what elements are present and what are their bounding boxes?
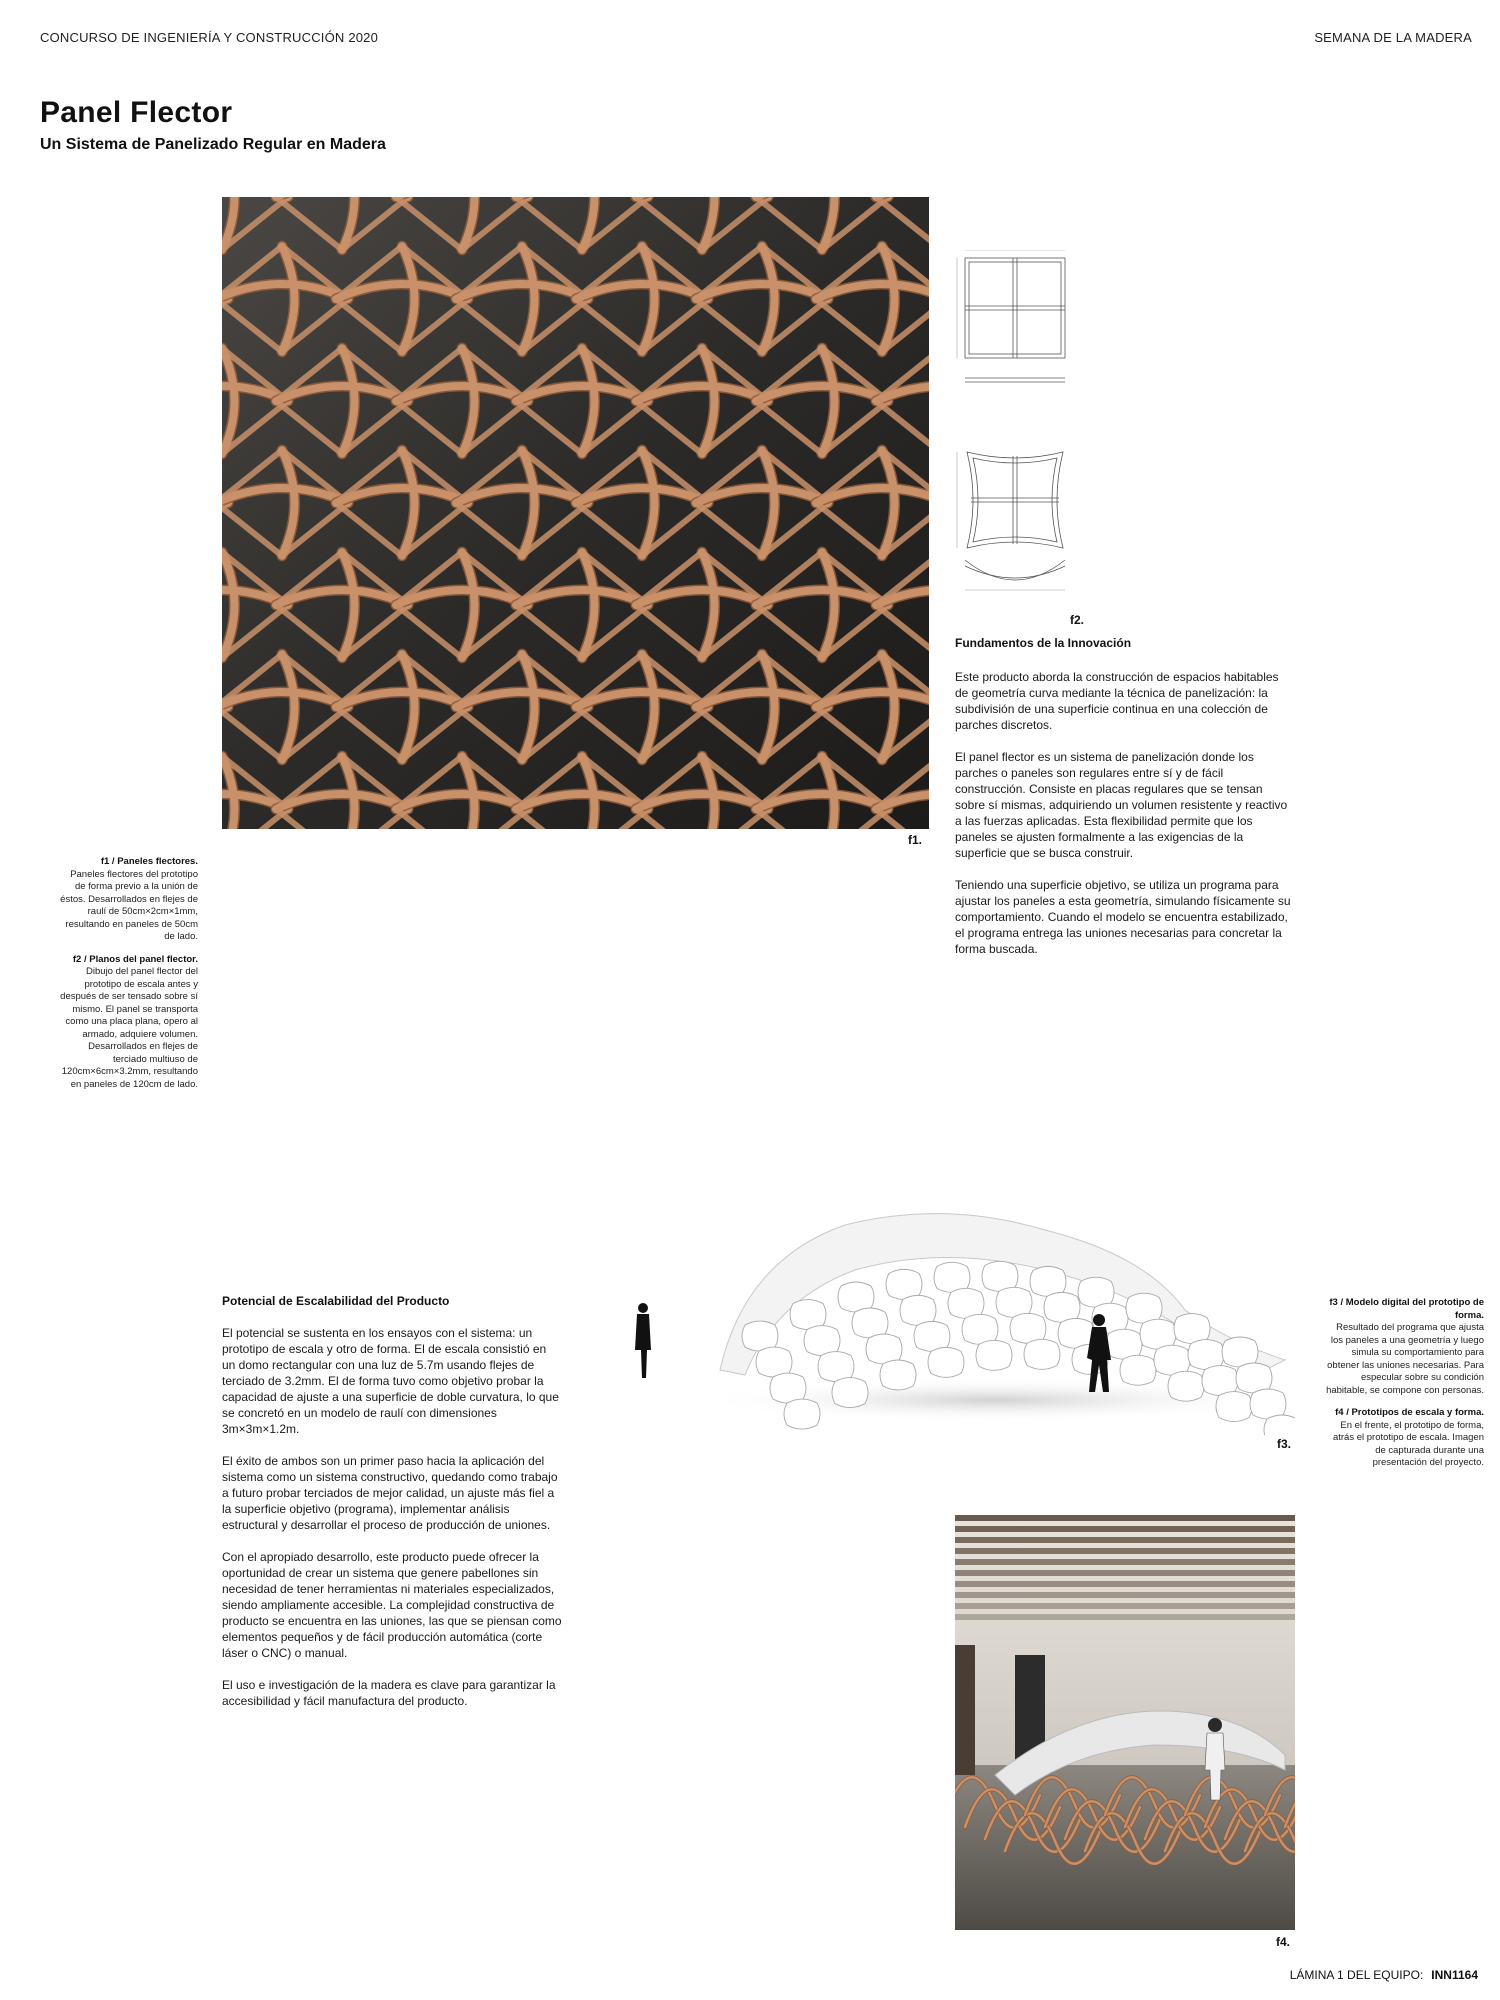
caption-f4-text: En el frente, el prototipo de forma, atrás el prototipo de escala. Imagen de capturada durante una presentación del proyecto. bbox=[1332, 1419, 1484, 1468]
caption-f1-text: Paneles flectores del prototipo de forma previo a la unión de éstos. Desarrollados en flejes de raulí de 50cm×2cm×1mm, resultando en paneles de 50cm de lado. bbox=[60, 868, 198, 942]
innovation-paragraph: Este producto aborda la construcción de espacios habitables de geometría curva mediante la técnica de panelización: la subdivisión de una superficie continua en una colección de parches discretos. bbox=[955, 670, 1279, 732]
drawing-panel-flat bbox=[955, 250, 1075, 395]
figure-label-f1: f1. bbox=[908, 833, 923, 847]
header-right: SEMANA DE LA MADERA bbox=[1314, 30, 1472, 45]
scalability-paragraph: El uso e investigación de la madera es clave para garantizar la accesibilidad y fácil manufactura del producto. bbox=[222, 1678, 556, 1708]
innovation-paragraph: Teniendo una superficie objetivo, se utiliza un programa para ajustar los paneles a esta geometría, simulando físicamente su comportamiento. Cuando el modelo se encuentra estabilizado, el programa entrega las uniones necesarias para concretar la forma buscada. bbox=[955, 878, 1291, 956]
innovation-body bbox=[955, 669, 1295, 973]
caption-f3-title: f3 / Modelo digital del prototipo de forma. bbox=[1329, 1297, 1484, 1321]
captions-right bbox=[1326, 1297, 1484, 1480]
drawing-panel-tensed bbox=[955, 440, 1075, 605]
caption-f2-text: Dibujo del panel flector del prototipo de escala antes y después de ser tensado sobre sí mismo. El panel se transporta como una placa plana, opero al armado, adquiere volumen. Desarrollados en flejes de terciado multiuso de 120cm×6cm×3.2mm, resultando en paneles de 120cm de lado. bbox=[60, 966, 198, 1090]
innovation-paragraph: El panel flector es un sistema de panelización donde los parches o paneles son regulares entre sí y de fácil construcción. Consiste en placas regulares que se tensan sobre sí mismas, adquiriendo un volumen resistente y reactivo a las fuerzas aplicadas. Esta flexibilidad permite que los paneles se ajusten formalmente a las exigencias de la superficie que se busca construir. bbox=[955, 750, 1288, 860]
scalability-paragraph: Con el apropiado desarrollo, este producto puede ofrecer la oportunidad de crear un sistema que genere pabellones sin necesidad de tener herramientas ni materiales especializados, siendo ampliamente accesible. La complejidad constructiva de producto se encuentra en las uniones, las que se piensan como elementos pequeños y de fácil producción automática (corte láser o CNC) o manual. bbox=[222, 1550, 562, 1660]
scalability-paragraph: El potencial se sustenta en los ensayos con el sistema: un prototipo de escala y otro de forma. El de escala consistió en un domo rectangular con una luz de 5.7m usando flejes de terciado de 3.2mm. El de forma tuvo como objetivo probar la capacidad de ajuste a una superficie de doble curvatura, lo que se concretó en un modelo de raulí con dimensiones 3m×3m×1.2m. bbox=[222, 1326, 559, 1436]
caption-f4-title: f4 / Prototipos de escala y forma. bbox=[1335, 1407, 1484, 1418]
caption-f3-text: Resultado del programa que ajusta los paneles a una geometría y luego simula su comportamiento para obtener las uniones necesarias. Para especular sobre su condición habitable, se compone con personas. bbox=[1326, 1322, 1484, 1396]
scalability-title: Potencial de Escalabilidad del Producto bbox=[222, 1294, 450, 1308]
caption-f2-title: f2 / Planos del panel flector. bbox=[72, 953, 198, 965]
footer bbox=[1290, 1968, 1478, 1982]
page-title: Panel Flector bbox=[40, 96, 233, 129]
header-left: CONCURSO DE INGENIERÍA Y CONSTRUCCIÓN 2020 bbox=[40, 30, 379, 45]
photo-prototypes-exhibition bbox=[955, 1515, 1295, 1930]
footer-code: INN1164 bbox=[1431, 1968, 1478, 1982]
figure-label-f3: f3. bbox=[1277, 1437, 1292, 1451]
caption-f1-title: f1 / Paneles flectores. bbox=[100, 856, 198, 867]
scalability-paragraph: El éxito de ambos son un primer paso hacia la aplicación del sistema como un sistema constructivo, quedando como trabajo a futuro probar terciados de mejor calidad, un ajuste más fiel a la superficie objetivo (programa), implementar análisis estructural y desarrollar el proceso de producción de uniones. bbox=[222, 1454, 558, 1532]
figure-label-f2: f2. bbox=[1070, 613, 1085, 627]
innovation-title: Fundamentos de la Innovación bbox=[955, 636, 1132, 650]
page-subtitle: Un Sistema de Panelizado Regular en Madera bbox=[40, 136, 386, 153]
footer-label: LÁMINA 1 DEL EQUIPO: bbox=[1289, 1968, 1424, 1982]
render-digital-model bbox=[625, 1200, 1295, 1435]
scalability-body bbox=[222, 1325, 562, 1725]
photo-wood-panels bbox=[222, 197, 929, 829]
figure-label-f4: f4. bbox=[1276, 1935, 1291, 1949]
captions-left bbox=[60, 856, 198, 1101]
